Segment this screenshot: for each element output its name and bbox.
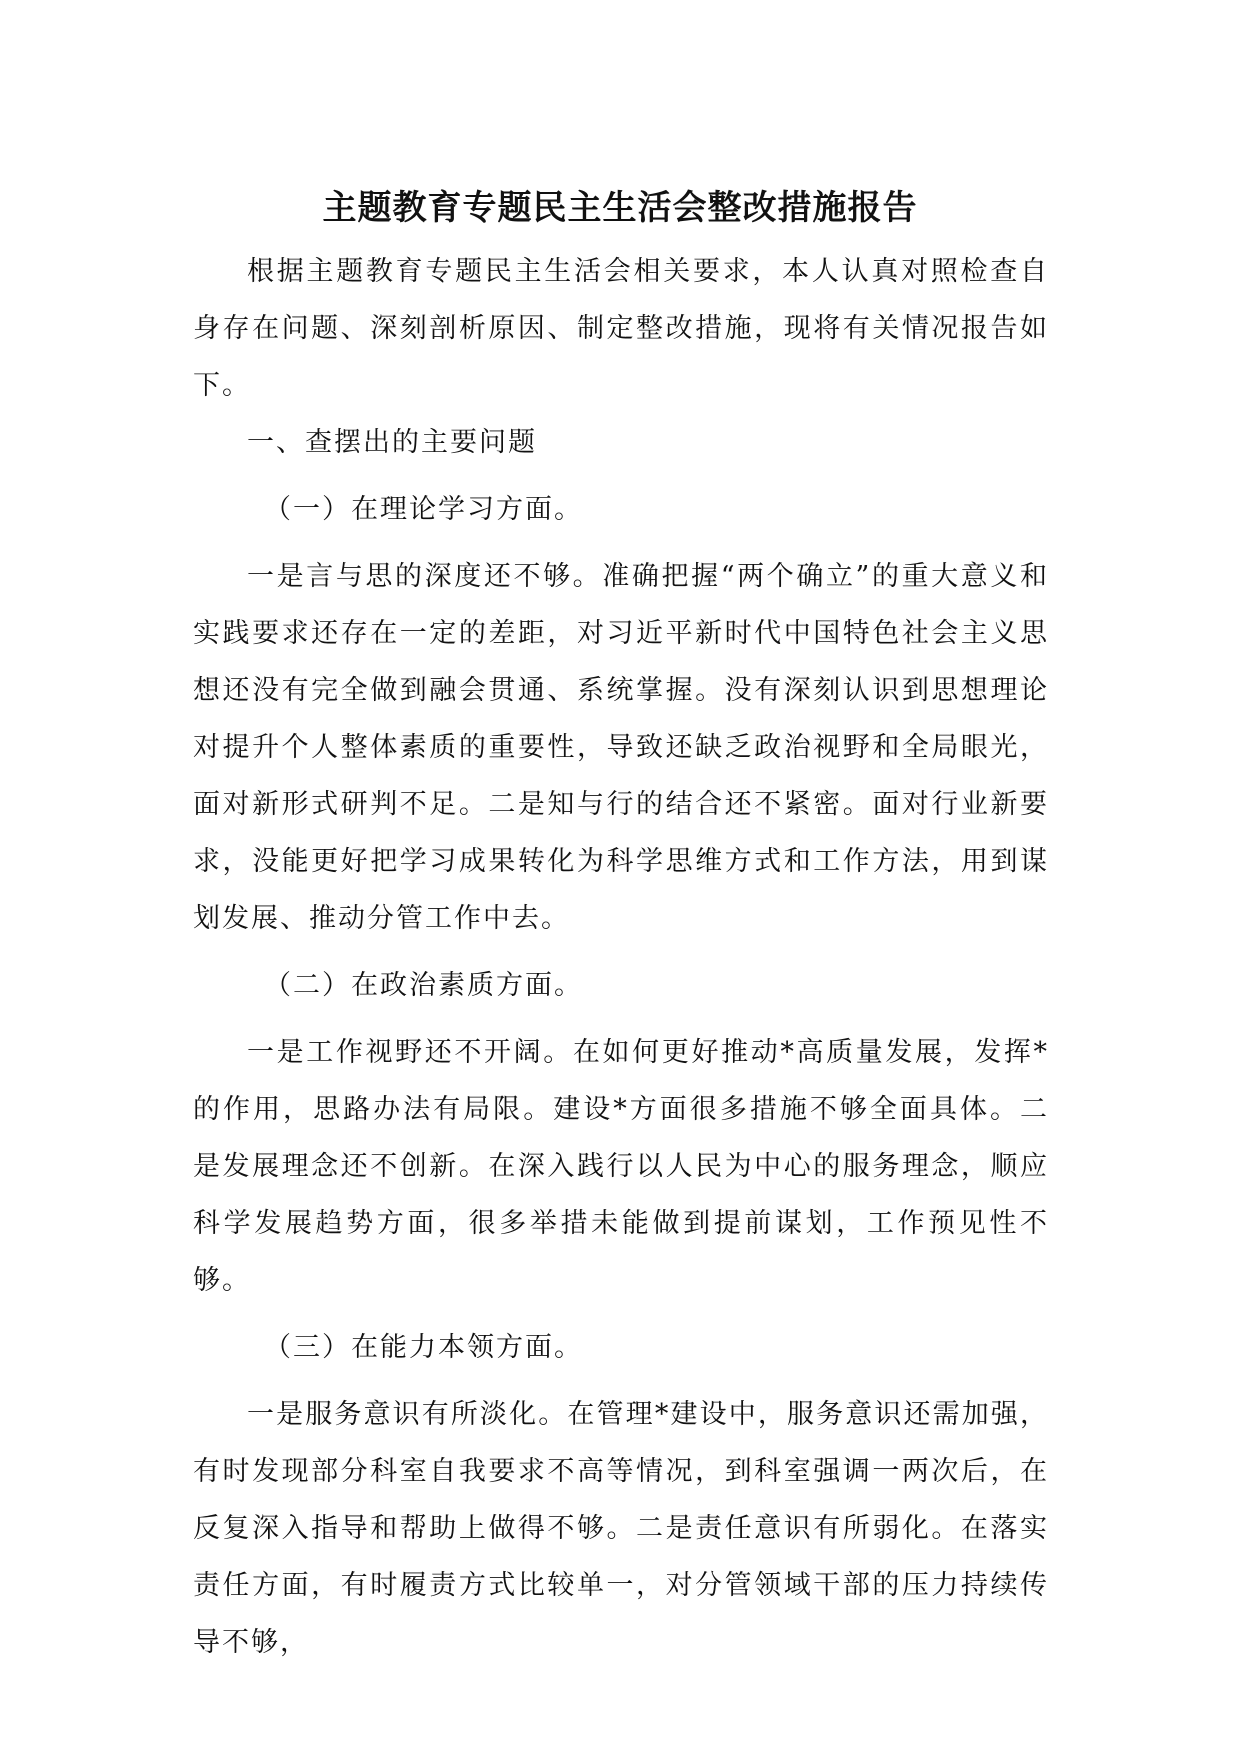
subsection-heading-theory: （一）在理论学习方面。 xyxy=(264,494,583,525)
paragraph-ability: 一是服务意识有所淡化。在管理*建设中，服务意识还需加强，有时发现部分科室自我要求不高等情况，到科室强调一两次后，在反复深入指导和帮助上做得不够。二是责任意识有所弱化。在落实责任方面，有时履责方式比较单一，对分管领域干部的压力持续传导不够， xyxy=(193,1399,1049,1658)
document-body xyxy=(193,243,1049,1671)
paragraph-political: 一是工作视野还不开阔。在如何更好推动*高质量发展，发挥*的作用，思路办法有局限。建设*方面很多措施不够全面具体。二是发展理念还不创新。在深入践行以人民为中心的服务理念，顺应科学发展趋势方面，很多举措未能做到提前谋划，工作预见性不够。 xyxy=(193,1037,1049,1296)
document-title: 主题教育专题民主生活会整改措施报告 xyxy=(322,188,918,228)
paragraph-theory: 一是言与思的深度还不够。准确把握“两个确立”的重大意义和实践要求还存在一定的差距，对习近平新时代中国特色社会主义思想还没有完全做到融会贯通、系统掌握。没有深刻认识到思想理论对提升个人整体素质的重要性，导致还缺乏政治视野和全局眼光，面对新形式研判不足。二是知与行的结合还不紧密。面对行业新要求，没能更好把学习成果转化为科学思维方式和工作方法，用到谋划发展、推动分管工作中去。 xyxy=(193,561,1049,934)
subsection-heading-ability: （三）在能力本领方面。 xyxy=(264,1332,583,1363)
subsection-heading-political: （二）在政治素质方面。 xyxy=(264,970,583,1001)
section-heading-problems: 一、查摆出的主要问题 xyxy=(247,427,537,458)
intro-paragraph: 根据主题教育专题民主生活会相关要求，本人认真对照检查自身存在问题、深刻剖析原因、制定整改措施，现将有关情况报告如下。 xyxy=(193,256,1049,401)
